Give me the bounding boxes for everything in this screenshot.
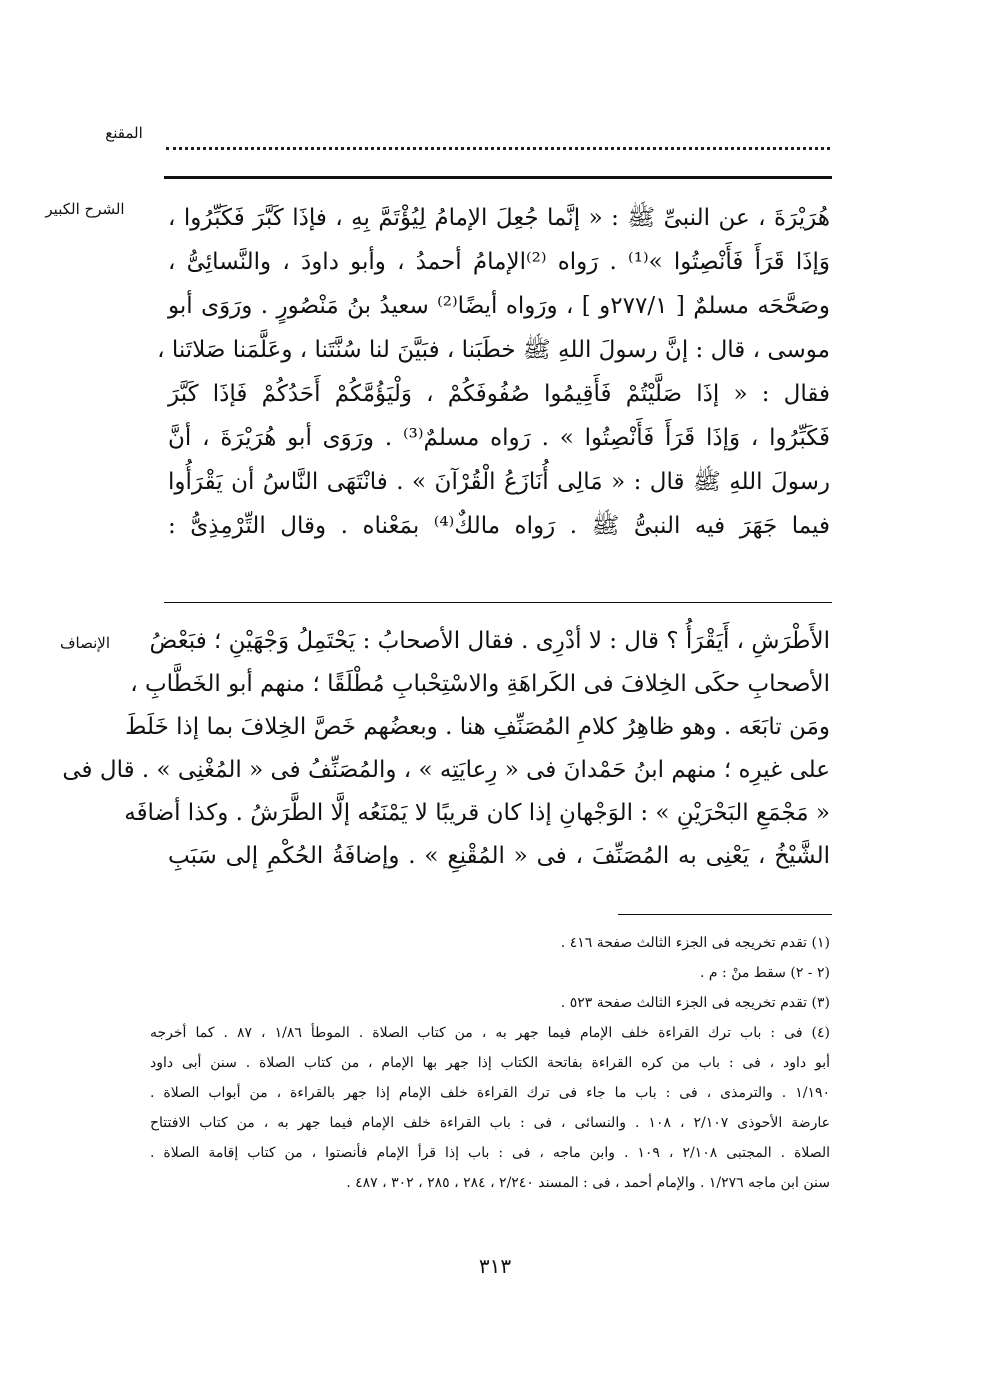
footnote-line: عارضة الأحوذى ٢/١٠٧ ، ١٠٨ . والنسائى ، فى : باب القراءة خلف الإمام فيما جهر به ، من كتاب الافتتاح: [150, 1115, 831, 1131]
text-line: على غيرِه ؛ منهم ابنُ حَمْدانَ فى « رِعايَتِه » ، والمُصَنِّفُ فى « المُغْنِى » . قال فى: [62, 757, 830, 783]
section-label-insaf: الإنصاف: [59, 634, 111, 652]
text-line: الأَطْرَشِ ، أَيَقْرَأُ ؟ قال : لا أدْرِى . فقال الأصحابُ : يَحْتَمِلُ وَجْهَيْنِ ؛ فبَعْضُ: [149, 628, 830, 654]
sharh-text-block: [157, 196, 831, 548]
footnote-line: الصلاة . المجتبى ٢/١٠٨ ، ١٠٩ . وابن ماجه ، فى : باب إذا قرأ الإمام فأنصتوا ، من كتاب إقامة الصلاة .: [150, 1145, 831, 1161]
text-line: « مَجْمَعِ البَحْرَيْنِ » : الوَجْهانِ إذا كان قريبًا لا يَمْنَعُه إلَّا الطَّرَشُ . وكذا أضافَه: [124, 800, 830, 826]
footnote-4: [150, 1018, 830, 1198]
page-number: ٣١٣: [478, 1254, 512, 1278]
text-line: ومَن تابَعَه . وهو ظاهِرُ كلامِ المُصَنِّفِ هنا . وبعضُهم خَصَّ الخِلافَ بما إذا خَلَطَ: [125, 714, 830, 740]
text-line: فيما جَهَرَ فيه النبىُّ ﷺ . رَواه مالكٌ⁽⁴⁾ بمَعْناه . وقال التِّرْمِذِىُّ :: [168, 513, 830, 539]
text-line: وصَحَّحَه مسلمٌ [ ٢٧٧/١و ] ، ورَواه أيضًا⁽²⁾ سعيدُ بنُ مَنْصُورٍ . ورَوَى أبو: [168, 293, 831, 319]
footnote-rule: [618, 914, 832, 915]
section-divider: [164, 602, 832, 603]
footnote-2: (٢ - ٢) سقط منْ : م .: [700, 965, 830, 981]
text-line: الشَّيْخُ ، يَعْنِى به المُصَنِّفَ ، فى « المُقْنِعِ » . وإضافَةُ الحُكْمِ إلى سَبَبِ: [168, 843, 830, 869]
text-line: وَإذَا قَرَأَ فَأَنْصِتُوا »⁽¹⁾ . رَواه ⁽²⁾الإمامُ أحمدُ ، وأبو داودَ ، والنَّسائِىُّ ،: [168, 249, 830, 275]
footnote-3: (٣) تقدم تخريجه فى الجزء الثالث صفحة ٥٢٣ .: [560, 995, 830, 1011]
footnote-line: (٤) فى : باب ترك القراءة خلف الإمام فيما جهر به ، من كتاب الصلاة . الموطأ ١/٨٦ ، ٨٧ . كما أخرجه: [150, 1025, 830, 1041]
text-line: فَكَبِّرُوا ، وَإذَا قَرَأَ فَأَنْصِتُوا » . رَواه مسلمٌ⁽³⁾ . ورَوَى أبو هُرَيْرَةَ ، أنَّ: [168, 425, 830, 451]
header-dotted-rule: [166, 147, 830, 150]
footnotes: [150, 928, 830, 1198]
footnote-line: سنن ابن ماجه ١/٢٧٦ . والإمام أحمد ، فى : المسند ٢/٢٤٠ ، ٢٨٤ ، ٢٨٥ ، ٣٠٢ ، ٤٨٧ .: [346, 1175, 830, 1191]
text-line: موسى ، قال : إنَّ رسولَ اللهِ ﷺ خطَبَنا ، فبَيَّنَ لنا سُنَّتَنا ، وعَلَّمَنا صَلاتَنا ،: [157, 337, 830, 363]
text-line: فقال : « إذَا صَلَّيْتُمْ فَأَقِيمُوا صُفُوفَكُمْ ، وَلْيَؤُمَّكُمْ أَحَدُكُمْ فَإذَا كَبَّرَ: [168, 381, 830, 407]
running-header-title: المقنع: [105, 124, 143, 142]
footnote-1: (١) تقدم تخريجه فى الجزء الثالث صفحة ٤١٦ .: [560, 935, 830, 951]
text-line: هُرَيْرَةَ ، عن النبىِّ ﷺ : « إنَّما جُعِلَ الإمامُ لِيُؤْتَمَّ بِهِ ، فإذَا كَبَّرَ فَكَبِّرُوا ،: [168, 205, 830, 231]
text-line: الأصحابِ حكَى الخِلافَ فى الكَراهَةِ والاسْتِحْبابِ مُطْلَقًا ؛ منهم أبو الخَطَّابِ ،: [130, 671, 830, 697]
header-rule: [164, 176, 832, 179]
section-label-sharh: الشرح الكبير: [45, 200, 125, 218]
footnote-line: ١/١٩٠ . والترمذى ، فى : باب ما جاء فى ترك القراءة خلف الإمام إذا جهر بالقراءة ، من أبواب الصلاة .: [150, 1085, 830, 1101]
footnote-line: أبو داود ، فى : باب من كره القراءة بفاتحة الكتاب إذا جهر بها الإمام ، من كتاب الصلاة . سنن أبى داود: [150, 1055, 830, 1071]
text-line: رسولَ اللهِ ﷺ قال : « مَالِى أُنَازَعُ الْقُرْآنَ » . فانْتَهَى النَّاسُ أن يَقْرَأُوا: [168, 469, 830, 495]
